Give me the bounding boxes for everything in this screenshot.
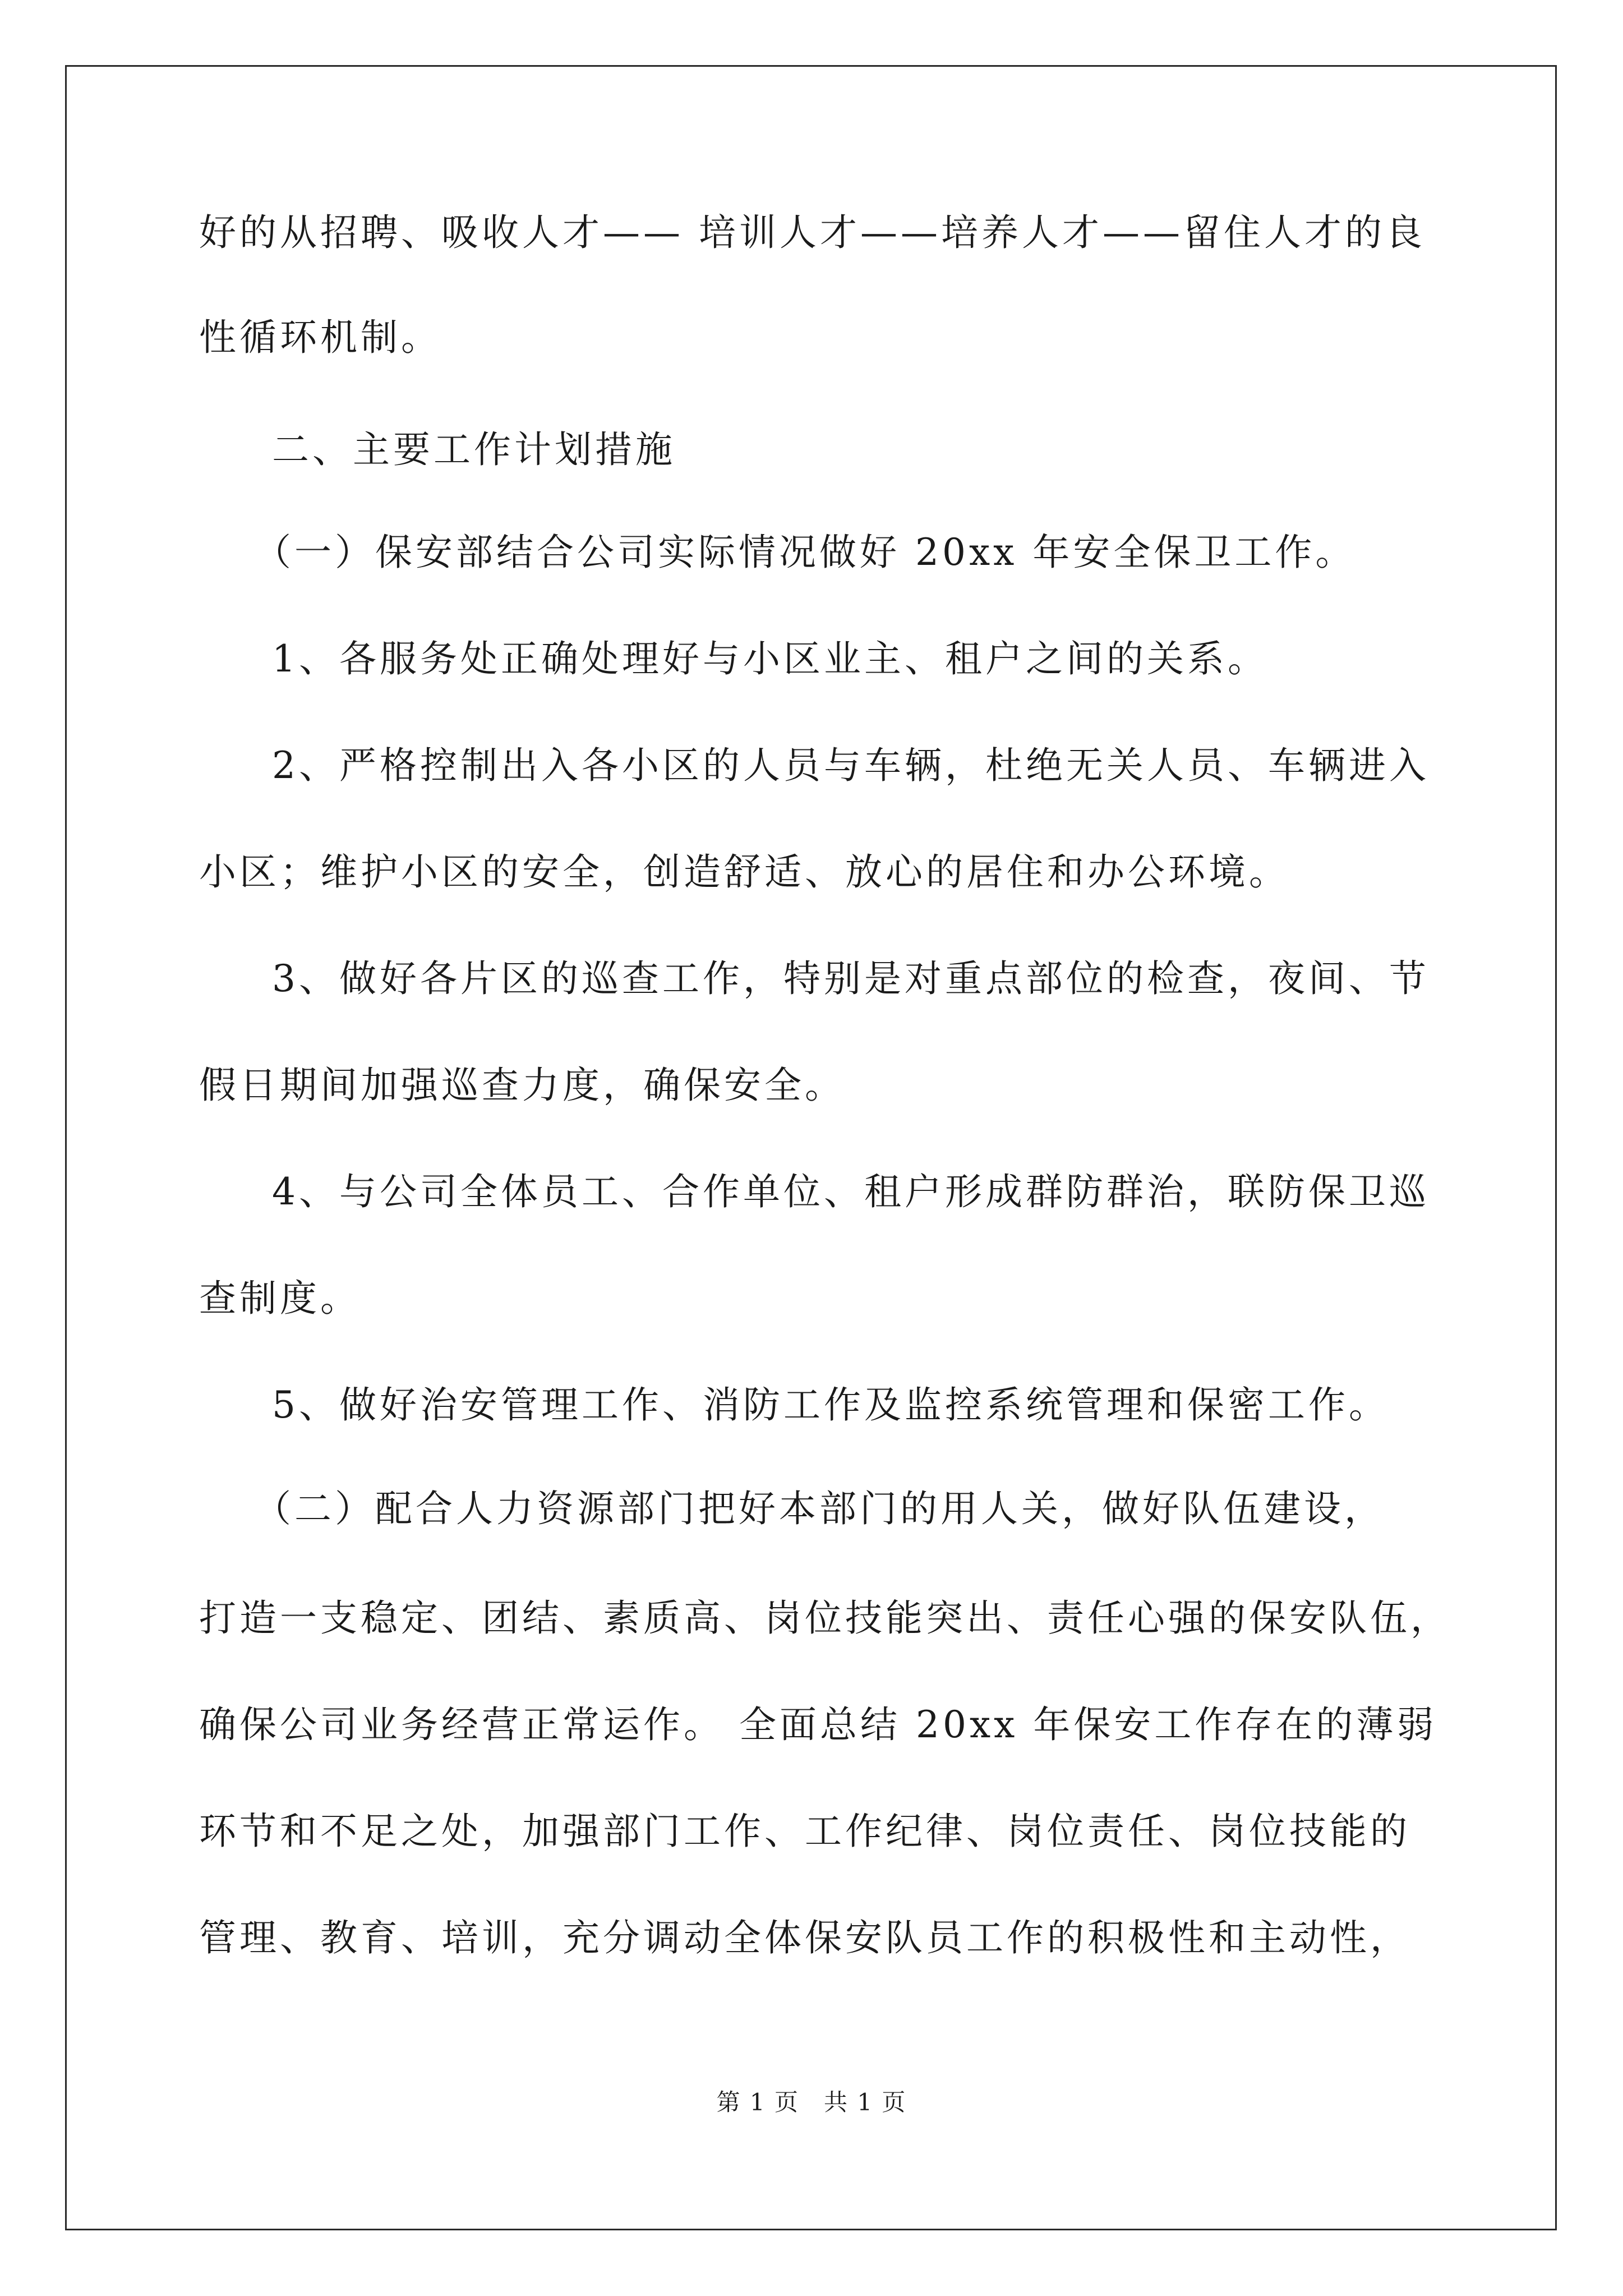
list-item: 3、做好各片区的巡查工作，特别是对重点部位的检查，夜间、节: [272, 957, 1430, 1000]
page-border: [65, 65, 1557, 2230]
text-line: 打造一支稳定、团结、素质高、岗位技能突出、责任心强的保安队伍，: [199, 1596, 1451, 1640]
text-line: 环节和不足之处，加强部门工作、工作纪律、岗位责任、岗位技能的: [199, 1810, 1410, 1853]
list-item: 5、做好治安管理工作、消防工作及监控系统管理和保密工作。: [272, 1383, 1389, 1427]
text-line: 小区；维护小区的安全，创造舒适、放心的居住和办公环境。: [199, 850, 1289, 894]
subsection-heading: （二）配合人力资源部门把好本部门的用人关，做好队伍建设，: [254, 1487, 1385, 1530]
text-line: 性循环机制。: [199, 316, 441, 359]
text-line: 管理、教育、培训，充分调动全体保安队员工作的积极性和主动性，: [199, 1916, 1410, 1959]
subsection-heading: （一）保安部结合公司实际情况做好 20xx 年安全保卫工作。: [254, 531, 1356, 574]
section-heading: 二、主要工作计划措施: [272, 428, 676, 471]
text-line: 假日期间加强巡查力度，确保安全。: [199, 1064, 845, 1107]
page-number: 第 1 页 共 1 页: [716, 2088, 907, 2116]
list-item: 2、严格控制出入各小区的人员与车辆，杜绝无关人员、车辆进入: [272, 744, 1430, 787]
list-item: 1、各服务处正确处理好与小区业主、租户之间的关系。: [272, 637, 1268, 680]
list-item: 4、与公司全体员工、合作单位、租户形成群防群治，联防保卫巡: [272, 1170, 1430, 1213]
text-line: 确保公司业务经营正常运作。 全面总结 20xx 年保安工作存在的薄弱: [199, 1703, 1437, 1746]
text-line: 好的从招聘、吸收人才—— 培训人才——培养人才——留住人才的良: [199, 211, 1426, 254]
text-line: 查制度。: [199, 1277, 361, 1320]
